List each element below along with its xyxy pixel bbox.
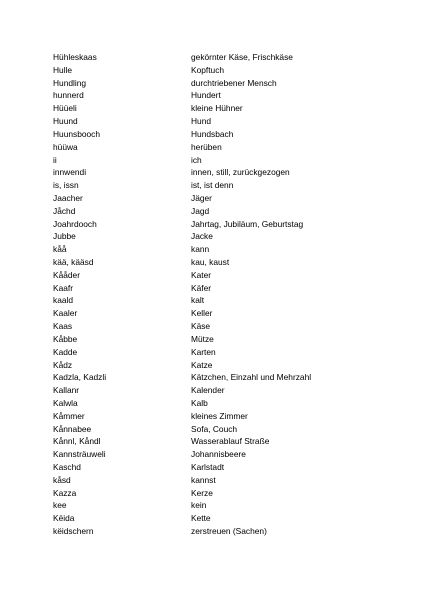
glossary-row <box>53 397 413 410</box>
glossary-row <box>53 346 413 359</box>
glossary-row <box>53 448 413 461</box>
standard-german-meaning: Johannisbeere <box>191 449 246 460</box>
glossary-row <box>53 410 413 423</box>
dialect-term: Jaacher <box>53 192 83 203</box>
standard-german-meaning: kalt <box>191 295 205 306</box>
dialect-term: Hulle <box>53 64 73 75</box>
dialect-term: Këida <box>53 513 75 524</box>
glossary-row <box>53 269 413 282</box>
standard-german-meaning: durchtriebener Mensch <box>191 77 277 88</box>
glossary-row <box>53 371 413 384</box>
standard-german-meaning: Karlstadt <box>191 462 225 472</box>
glossary-row <box>53 230 413 243</box>
standard-german-meaning: ist, ist denn <box>191 180 234 191</box>
dialect-term: Huund <box>53 116 78 127</box>
glossary-row <box>53 192 413 205</box>
dialect-term: Hühleskaas <box>53 52 97 62</box>
glossary-row <box>53 102 413 115</box>
standard-german-meaning: Kätzchen, Einzahl und Mehrzahl <box>191 372 312 383</box>
standard-german-meaning: Hundsbach <box>191 128 234 139</box>
standard-german-meaning: Kater <box>191 269 212 280</box>
dialect-term: Kaas <box>53 321 73 332</box>
dialect-term: kee <box>53 500 67 511</box>
standard-german-meaning: Keller <box>191 308 213 319</box>
glossary-row <box>53 205 413 218</box>
glossary-row <box>53 384 413 397</box>
glossary-row <box>53 218 413 231</box>
glossary-row <box>53 154 413 167</box>
standard-german-meaning: gekörnter Käse, Frischkäse <box>191 52 293 62</box>
dialect-term: Kådz <box>53 359 73 370</box>
glossary-row <box>53 435 413 448</box>
dialect-term: Huunsbooch <box>53 128 101 139</box>
standard-german-meaning: Mütze <box>191 333 214 344</box>
glossary-row <box>53 64 413 77</box>
dialect-term: Jubbe <box>53 231 76 242</box>
glossary-row <box>53 359 413 372</box>
glossary-row <box>53 256 413 269</box>
dialect-term: kåsd <box>53 474 71 485</box>
standard-german-meaning: kann <box>191 244 210 255</box>
standard-german-meaning: innen, still, zurückgezogen <box>191 167 290 178</box>
standard-german-meaning: Kalender <box>191 385 225 396</box>
glossary-row <box>53 307 413 320</box>
dialect-term: Kallanr <box>53 385 80 396</box>
glossary-row <box>53 294 413 307</box>
standard-german-meaning: Kopftuch <box>191 64 225 75</box>
dialect-term: Kazza <box>53 487 77 498</box>
dialect-term: kää, kääsd <box>53 257 94 267</box>
dialect-term: Kååder <box>53 269 81 280</box>
glossary-row <box>53 474 413 487</box>
standard-german-meaning: Kette <box>191 513 211 524</box>
standard-german-meaning: Hundert <box>191 90 221 101</box>
dialect-term: kaald <box>53 295 74 306</box>
glossary-row <box>53 499 413 512</box>
standard-german-meaning: Wasserablauf Straße <box>191 436 270 447</box>
standard-german-meaning: Käse <box>191 321 211 332</box>
standard-german-meaning: ich <box>191 154 202 165</box>
dialect-term: Kaaler <box>53 308 78 319</box>
dialect-term: Kåmmer <box>53 410 85 421</box>
standard-german-meaning: Sofa, Couch <box>191 423 238 434</box>
dialect-term: Kaschd <box>53 462 81 472</box>
glossary-row <box>53 423 413 436</box>
glossary-list <box>53 51 413 538</box>
standard-german-meaning: Käfer <box>191 282 212 293</box>
dialect-term: Kadde <box>53 346 78 357</box>
dialect-term: Kaafr <box>53 282 74 293</box>
dialect-term: Kåbbe <box>53 333 78 344</box>
dialect-term: ii <box>53 154 57 165</box>
dialect-term: Kannsträuweli <box>53 449 106 460</box>
standard-german-meaning: Karten <box>191 346 216 357</box>
glossary-row <box>53 179 413 192</box>
glossary-row <box>53 166 413 179</box>
glossary-row <box>53 128 413 141</box>
standard-german-meaning: Kerze <box>191 487 213 498</box>
dialect-term: is, issn <box>53 180 79 191</box>
standard-german-meaning: Kalb <box>191 397 208 408</box>
dialect-term: Kånnl, Kåndl <box>53 436 101 447</box>
dialect-term: Hüüeli <box>53 103 77 114</box>
standard-german-meaning: Hund <box>191 116 212 127</box>
dialect-term: këidschern <box>53 526 94 537</box>
standard-german-meaning: Jahrtag, Jubiläum, Geburtstag <box>191 218 304 229</box>
glossary-row <box>53 333 413 346</box>
dialect-term: Kånnabee <box>53 423 92 434</box>
standard-german-meaning: herüben <box>191 141 222 152</box>
glossary-row <box>53 115 413 128</box>
glossary-row <box>53 512 413 525</box>
standard-german-meaning: kleine Hühner <box>191 103 243 114</box>
dialect-term: Joahrdooch <box>53 218 97 229</box>
glossary-row <box>53 282 413 295</box>
standard-german-meaning: Jäger <box>191 192 212 203</box>
glossary-row <box>53 320 413 333</box>
standard-german-meaning: kau, kaust <box>191 257 230 267</box>
standard-german-meaning: zerstreuen (Sachen) <box>191 526 267 537</box>
standard-german-meaning: Jacke <box>191 231 213 242</box>
dialect-term: Jåchd <box>53 205 76 216</box>
standard-german-meaning: kannst <box>191 474 216 485</box>
dialect-term: hunnerd <box>53 90 84 101</box>
glossary-row <box>53 487 413 500</box>
glossary-row <box>53 89 413 102</box>
dialect-term: innwendi <box>53 167 87 178</box>
dialect-term: Hundling <box>53 77 87 88</box>
glossary-row <box>53 51 413 64</box>
dialect-term: Kadzla, Kadzli <box>53 372 107 383</box>
standard-german-meaning: Katze <box>191 359 213 370</box>
glossary-row <box>53 525 413 538</box>
dialect-term: Kalwla <box>53 397 78 408</box>
dialect-term: kåå <box>53 244 67 255</box>
glossary-row <box>53 243 413 256</box>
standard-german-meaning: kleines Zimmer <box>191 410 248 421</box>
dialect-term: hüüwa <box>53 141 78 152</box>
glossary-row <box>53 77 413 90</box>
glossary-row <box>53 141 413 154</box>
standard-german-meaning: kein <box>191 500 207 511</box>
glossary-row <box>53 461 413 474</box>
standard-german-meaning: Jagd <box>191 205 210 216</box>
